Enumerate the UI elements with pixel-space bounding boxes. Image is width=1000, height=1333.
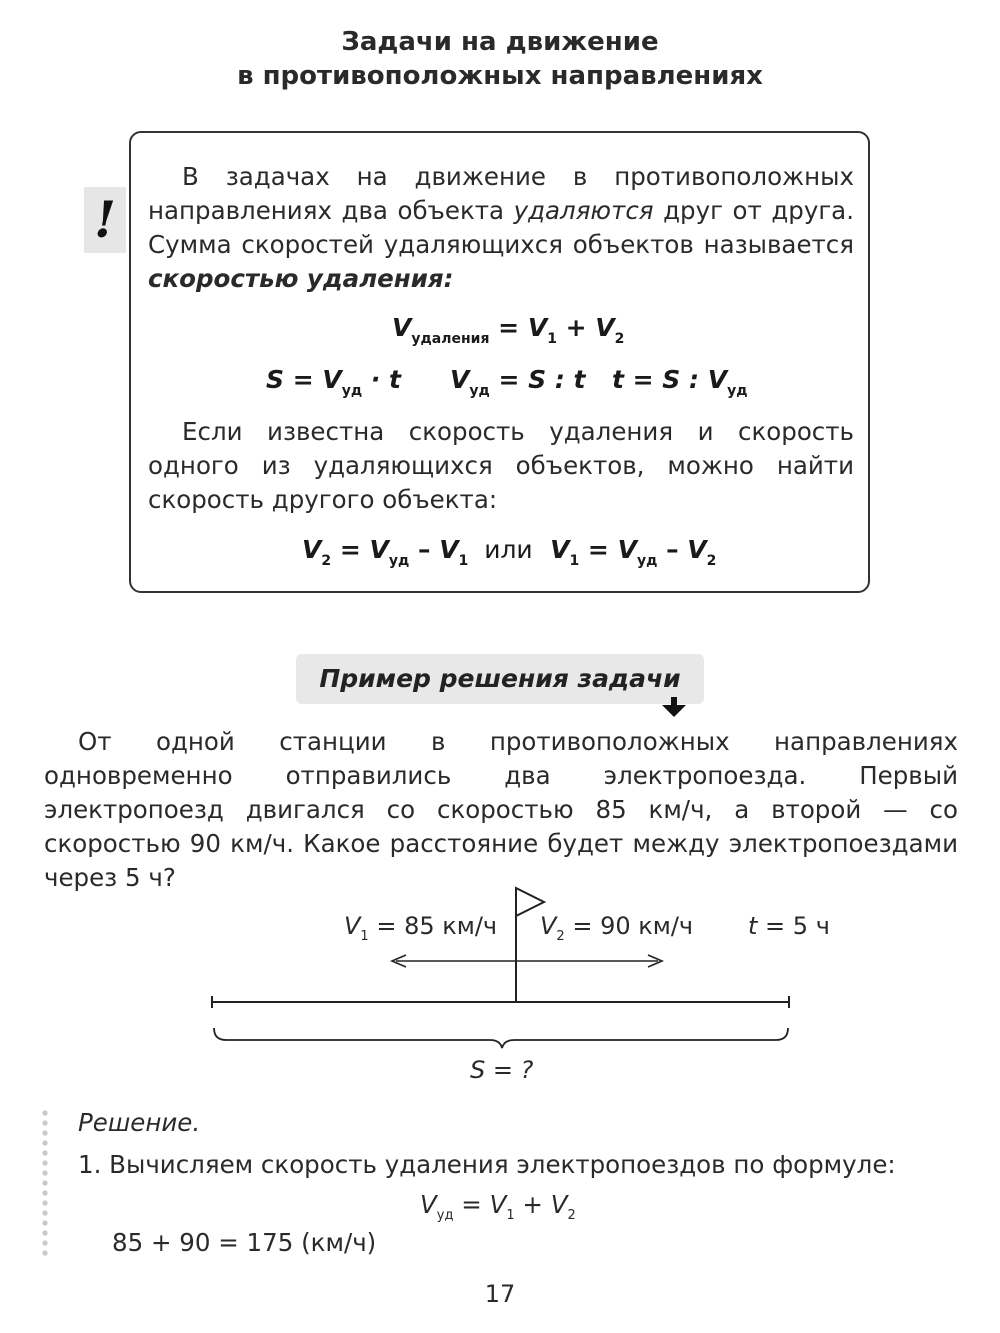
formula-v1: V xyxy=(527,313,548,342)
formula-sub: удаления xyxy=(411,331,490,347)
t-value: = 5 ч xyxy=(757,912,830,940)
rule-intro-part2: друг от друга. Сумма скоростей удаляющихся объектов называется xyxy=(148,196,854,259)
sf-v: V xyxy=(420,1190,437,1219)
time-label xyxy=(748,912,830,940)
solution-step-1: 1. Вычисляем скорость удаления электропоездов по формуле: xyxy=(78,1150,896,1179)
rule-intro-paragraph xyxy=(148,160,854,296)
problem-text xyxy=(44,725,958,895)
formula-v-tail: = S : t xyxy=(489,365,586,394)
t-letter: t xyxy=(748,912,758,940)
down-arrow-icon xyxy=(662,697,686,719)
f-v1b: V xyxy=(550,535,570,564)
solution-heading-text: Решение. xyxy=(78,1108,201,1137)
f-vud2: V xyxy=(617,535,637,564)
v1-value: = 85 км/ч xyxy=(368,912,498,940)
solution-heading xyxy=(78,1108,200,1137)
v2-letter: V xyxy=(540,912,557,940)
formula-speed xyxy=(450,365,586,399)
title-line-1: Задачи на движение xyxy=(341,27,659,57)
rule-intro-part1: В задачах на движение в противоположных направлениях два объекта xyxy=(148,162,854,225)
f-vud1: V xyxy=(369,535,389,564)
formula-s-sub: уд xyxy=(341,383,363,399)
formula-v2: V xyxy=(595,313,615,342)
f-v2: V xyxy=(302,535,322,564)
rule-second-text: Если известна скорость удаления и скорость одного из удаляющихся объектов, можно найти скорость другого объекта: xyxy=(148,417,854,514)
f-v1a: V xyxy=(439,535,459,564)
sf-v-sub: уд xyxy=(436,1208,454,1223)
f-v1a-sub: 1 xyxy=(458,553,469,569)
formula-other-speed: $V_2 = V_{уд} - V_1$ или $V_1 = V_{уд} - V_2$ xyxy=(302,535,717,569)
formula-t-sub: уд xyxy=(727,383,748,399)
f-v2b: V xyxy=(687,535,707,564)
sf-v1-sub: 1 xyxy=(506,1208,515,1223)
rule-term: скоростью удаления: xyxy=(148,264,454,293)
formula-distance xyxy=(266,365,401,399)
sf-plus: + xyxy=(514,1190,551,1219)
formula-t: t = S : V xyxy=(612,365,728,394)
formula-v-sub: уд xyxy=(469,383,490,399)
motion-diagram xyxy=(200,880,810,1050)
formula-removal-speed: $V_{удаления} = V_1 + V_2$ xyxy=(392,313,625,347)
formula-time xyxy=(612,365,748,399)
sf-v2-sub: 2 xyxy=(567,1208,576,1223)
f-vud1-sub: уд xyxy=(388,553,410,569)
distance-brace xyxy=(214,1028,788,1048)
formula-v: V xyxy=(392,313,412,342)
sf-v1: V xyxy=(489,1190,507,1219)
f-v1b-sub: 1 xyxy=(569,553,580,569)
formula-v2-sub: 2 xyxy=(614,331,625,347)
dotted-margin-line xyxy=(40,1110,50,1260)
v1-label xyxy=(344,912,497,944)
formula-s: S = V xyxy=(266,365,342,394)
distance-label: S = ? xyxy=(470,1056,534,1084)
sf-eq: = xyxy=(453,1190,490,1219)
f-v2-sub: 2 xyxy=(321,553,332,569)
page-number: 17 xyxy=(484,1280,516,1308)
sf-v2: V xyxy=(550,1190,568,1219)
solution-calculation: 85 + 90 = 175 (км/ч) xyxy=(112,1228,377,1257)
f-v2b-sub: 2 xyxy=(706,553,717,569)
example-heading: Пример решения задачи xyxy=(296,654,704,704)
formula-s-tail: · t xyxy=(362,365,402,394)
rule-second-paragraph xyxy=(148,415,854,517)
v2-sub: 2 xyxy=(556,929,565,944)
page-title xyxy=(0,25,1000,93)
formula-v-letter: V xyxy=(450,365,470,394)
problem-body: От одной станции в противоположных направлениях одновременно отправились два электропоезда. Первый электропоезд двигался со скоростью 85 км/ч, а второй — со скоростью 90 км/ч. Какое расстояние будет между электропоездами через 5 ч? xyxy=(44,727,958,892)
solution-formula xyxy=(420,1190,576,1223)
formula-v1-sub: 1 xyxy=(547,331,557,347)
v1-sub: 1 xyxy=(360,929,369,944)
v2-label xyxy=(540,912,693,944)
exclamation-icon: ! xyxy=(84,187,126,253)
v1-letter: V xyxy=(344,912,361,940)
rule-intro-italic: удаляются xyxy=(513,196,654,225)
f-vud2-sub: уд xyxy=(636,553,658,569)
formula-or: или xyxy=(484,535,533,564)
v2-value: = 90 км/ч xyxy=(564,912,694,940)
title-line-2: в противоположных направлениях xyxy=(237,61,763,91)
